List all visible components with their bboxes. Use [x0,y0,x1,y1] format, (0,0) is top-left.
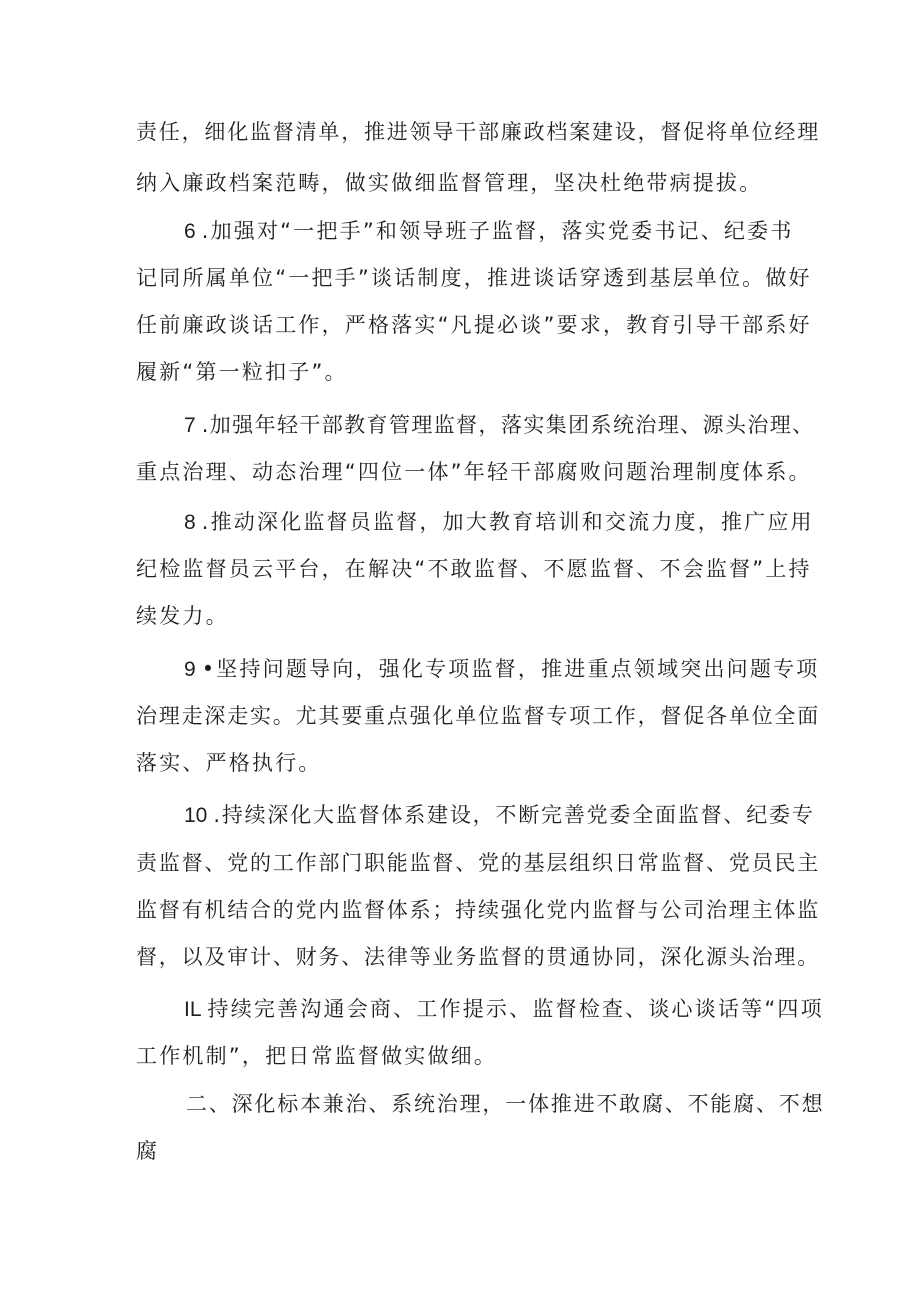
paragraph-11-line-1: IL 持续完善沟通会商、工作提示、监督检查、谈心谈话等“四项 [184,997,824,1021]
paragraph-9-line-3: 落实、严格执行。 [136,751,322,775]
paragraph-6-line-4: 履新“第一粒扣子”。 [136,360,348,384]
paragraph-9-line-2: 治理走深走实。尤其要重点强化单位监督专项工作，督促各单位全面 [136,704,820,728]
paragraph-5-line-2: 纳入廉政档案范畴，做实做细监督管理，坚决杜绝带病提拔。 [136,171,763,195]
paragraph-6-line-3: 任前廉政谈话工作，严格落实“凡提必谈”要求，教育引导干部系好 [136,313,812,337]
item-number-9: 9 [184,658,196,681]
section-heading-2-line-1: 二、深化标本兼治、系统治理，一体推进不敢腐、不能腐、不想 [186,1092,825,1116]
item-number-10: 10 [184,804,208,827]
paragraph-8-line-1: 8 .推动深化监督员监督，加大教育培训和交流力度，推广应用 [184,510,814,534]
item-number-7: 7 [184,414,196,437]
item-number-11: IL [184,998,202,1021]
paragraph-10-line-4: 督，以及审计、财务、法律等业务监督的贯通协同，深化源头治理。 [136,945,820,969]
paragraph-9-line-1: 9 •坚持问题导向，强化专项监督，推进重点领域突出问题专项 [184,657,820,681]
paragraph-11-line-2: 工作机制”，把日常监督做实做细。 [136,1044,498,1068]
paragraph-8-line-2: 纪检监督员云平台，在解决“不敢监督、不愿监督、不会监督”上持 [136,557,812,581]
item-number-8: 8 [184,511,196,534]
paragraph-8-line-3: 续发力。 [136,604,229,628]
paragraph-10-line-2: 责监督、党的工作部门职能监督、党的基层组织日常监督、党员民主 [136,851,820,875]
paragraph-6-line-1: 6 .加强对“一把手”和领导班子监督，落实党委书记、纪委书 [184,219,794,243]
paragraph-7-line-1: 7 .加强年轻干部教育管理监督，落实集团系统治理、源头治理、 [184,413,815,437]
paragraph-10-line-1: 10 .持续深化大监督体系建设，不断完善党委全面监督、纪委专 [184,803,815,827]
paragraph-7-line-2: 重点治理、动态治理“四位一体”年轻干部腐败问题治理制度体系。 [136,460,812,484]
paragraph-10-line-3: 监督有机结合的党内监督体系；持续强化党内监督与公司治理主体监 [136,898,820,922]
item-number-6: 6 [184,220,196,243]
paragraph-6-line-2: 记同所属单位“一把手”谈话制度，推进谈话穿透到基层单位。做好 [136,266,812,290]
section-heading-2-line-2: 腐 [136,1139,160,1163]
paragraph-5-line-1: 责任，细化监督清单，推进领导干部廉政档案建设，督促将单位经理 [136,120,820,144]
